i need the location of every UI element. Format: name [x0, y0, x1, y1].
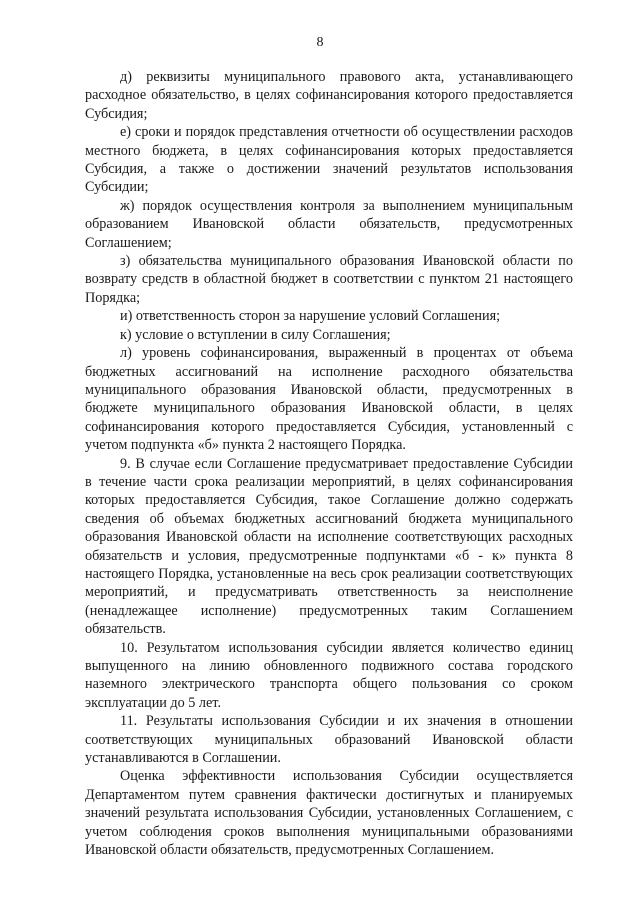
- paragraph-section-11: 11. Результаты использования Субсидии и их значения в отношении соответствующих муниципальных образований Ивановской области устанавливаются в Соглашении.: [85, 713, 573, 767]
- paragraph-item-z: з) обязательства муниципального образования Ивановской области по возврату средств в областной бюджет в соответствии с пунктом 21 настоящего Порядка;: [85, 253, 573, 306]
- paragraph-section-9: 9. В случае если Соглашение предусматривает предоставление Субсидии в течение части срока реализации мероприятий, в целях софинансирования которых предоставляется Субсидия, такое Соглашение должно содержать сведения об объемах бюджетных ассигнований бюджета муниципального образования Ивановской области на исполнение соответствующих расходных обязательств и условия, предусмотренные подпунктами «б - к» пункта 8 настоящего Порядка, установленные на весь срок реализации соответствующих мероприятий, и предусматривать ответственность за неисполнение (ненадлежащее исполнение) предусмотренных таким Соглашением обязательств.: [85, 455, 573, 638]
- document-body: [85, 68, 573, 859]
- paragraph-item-l: л) уровень софинансирования, выраженный в процентах от объема бюджетных ассигнований на исполнение расходного обязательства муниципального образования Ивановской области, предусмотренных в бюджете муниципального образования Ивановской области, в целях софинансирования которого предоставляется Субсидия, установленный с учетом подпункта «б» пункта 2 настоящего Порядка.: [85, 345, 573, 454]
- paragraph-item-i: и) ответственность сторон за нарушение условий Соглашения;: [120, 308, 501, 325]
- paragraph-evaluation: Оценка эффективности использования Субсидии осуществляется Департаментом путем сравнения фактически достигнутых и планируемых значений результата использования Субсидии, установленных Соглашением, с учетом соблюдения сроков выполнения муниципальными образованиями Ивановской области обязательств, предусмотренных Соглашением.: [85, 768, 573, 859]
- page-number: 8: [316, 35, 324, 50]
- paragraph-item-e: е) сроки и порядок представления отчетности об осуществлении расходов местного бюджета, в целях софинансирования которых предоставляется Субсидия, а также о достижении значений результатов использования Субсидии;: [85, 124, 573, 196]
- paragraph-section-10: 10. Результатом использования субсидии является количество единиц выпущенного на линию обновленного подвижного состава городского наземного электрического транспорта общего пользования со сроком эксплуатации до 5 лет.: [85, 639, 573, 711]
- paragraph-item-zh: ж) порядок осуществления контроля за выполнением муниципальным образованием Ивановской области обязательств, предусмотренных Соглашением;: [85, 197, 573, 251]
- paragraph-item-d: д) реквизиты муниципального правового акта, устанавливающего расходное обязательство, в целях софинансирования которого предоставляется Субсидия;: [85, 69, 573, 122]
- paragraph-item-k: к) условие о вступлении в силу Соглашения;: [120, 326, 391, 343]
